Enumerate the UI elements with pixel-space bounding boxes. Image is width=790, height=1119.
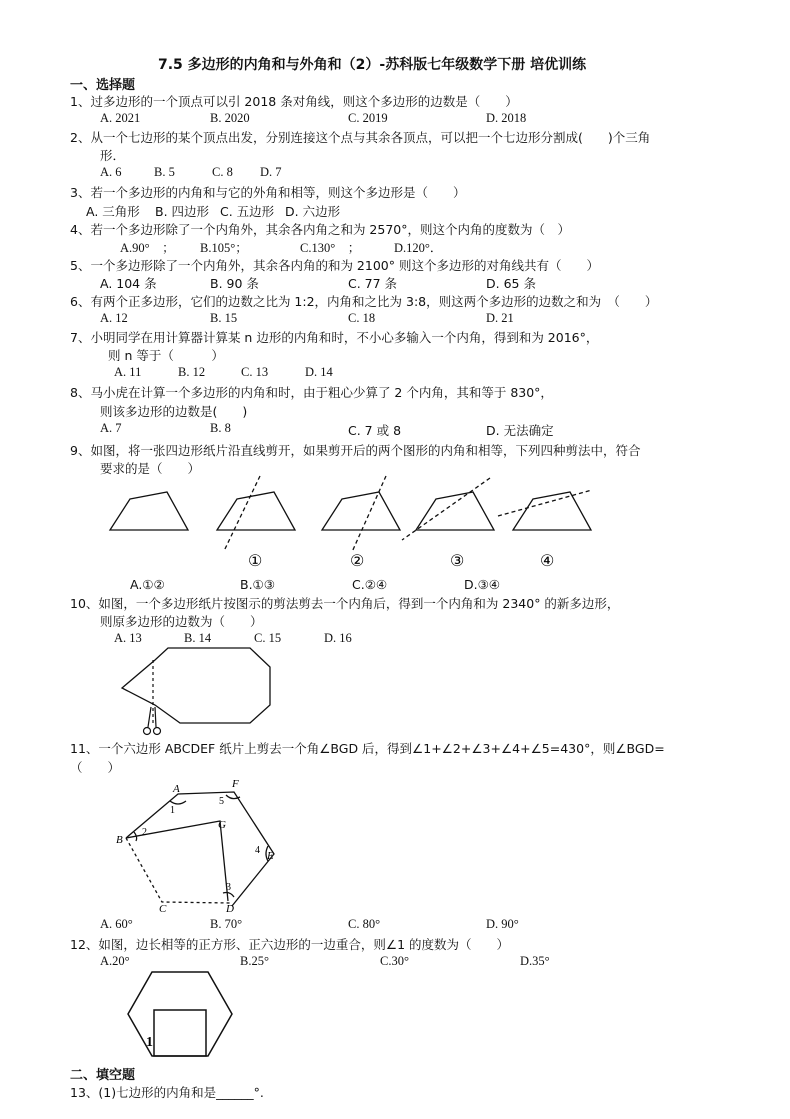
- q11-figure: [112, 775, 292, 915]
- q9-cut-line-2: [352, 476, 386, 552]
- q2-option-a[interactable]: A. 6: [100, 165, 122, 179]
- q3-option-b[interactable]: B. 四边形: [155, 204, 210, 219]
- q11-label-B: B: [116, 834, 123, 846]
- q11-label-C: C: [159, 903, 167, 915]
- q6-option-a[interactable]: A. 12: [100, 311, 128, 325]
- q11-label-E: E: [267, 850, 274, 862]
- q2-option-c[interactable]: C. 8: [212, 165, 233, 179]
- q11-angle-arc-1: [170, 801, 186, 804]
- q12-option-a[interactable]: A.20°: [100, 954, 130, 968]
- q4-option-c[interactable]: C.130° ；: [300, 241, 361, 255]
- q11-option-d[interactable]: D. 90°: [486, 917, 519, 931]
- q9-option-a[interactable]: A.①②: [130, 577, 165, 592]
- q8-option-c[interactable]: C. 7 或 8: [348, 423, 402, 438]
- q4-stem: 4、若一个多边形除了一个内角外，其余各内角之和为 2570°，则这个内角的度数为（ ）: [70, 222, 570, 237]
- q3-option-c[interactable]: C. 五边形: [220, 204, 275, 219]
- q9-option-c[interactable]: C.②④: [352, 577, 388, 592]
- q12-option-c[interactable]: C.30°: [380, 954, 409, 968]
- q7-option-d[interactable]: D. 14: [305, 365, 333, 379]
- q2-stem: 2、从一个七边形的某个顶点出发，分别连接这个点与其余各顶点，可以把一个七边形分割成( )个三角: [70, 130, 651, 145]
- q11-edge-solid: [126, 792, 274, 906]
- q8-stem: 8、马小虎在计算一个多边形的内角和时，由于粗心少算了 2 个内角，其和等于 830°，: [70, 385, 553, 400]
- q11-option-a[interactable]: A. 60°: [100, 917, 133, 931]
- q3-option-d[interactable]: D. 六边形: [285, 204, 341, 219]
- q10-option-d[interactable]: D. 16: [324, 631, 352, 645]
- q12-figure: [124, 970, 236, 1062]
- q5-option-c[interactable]: C. 77 条: [348, 276, 398, 291]
- q11-num-1: 1: [170, 805, 175, 816]
- q9-cut-line-4: [498, 490, 592, 516]
- q2-option-b[interactable]: B. 5: [154, 165, 175, 179]
- q8-option-d[interactable]: D. 无法确定: [486, 423, 554, 438]
- q11-stem: 11、一个六边形 ABCDEF 纸片上剪去一个角∠BGD 后，得到∠1+∠2+∠3+∠4+∠5=430°，则∠BGD=: [70, 741, 665, 756]
- q7-option-c[interactable]: C. 13: [241, 365, 269, 379]
- q12-option-d[interactable]: D.35°: [520, 954, 550, 968]
- section-fill-heading: 二、填空题: [70, 1068, 136, 1083]
- q11-num-5: 5: [219, 796, 224, 807]
- q9-label-2: ②: [350, 553, 365, 570]
- page-title: 7.5 多边形的内角和与外角和（2）-苏科版七年级数学下册 培优训练: [158, 57, 587, 73]
- q11-angle-arc-5: [226, 795, 240, 799]
- q11-edge-dashed: [126, 838, 230, 903]
- q6-option-c[interactable]: C. 18: [348, 311, 376, 325]
- q12-hexagon: [128, 972, 232, 1056]
- q11-num-4: 4: [255, 845, 260, 856]
- q7-stem: 7、小明同学在用计算器计算某 n 边形的内角和时，不小心多输入一个内角，得到和为 2016°，: [70, 330, 599, 345]
- q8-option-b[interactable]: B. 8: [210, 421, 231, 435]
- q9-quad-2: [322, 492, 400, 530]
- q9-cut-line-3: [402, 478, 490, 540]
- section-choice-heading: 一、选择题: [70, 78, 136, 93]
- q12-square: [154, 1010, 206, 1056]
- q1-option-d[interactable]: D. 2018: [486, 111, 527, 125]
- q1-stem: 1、过多边形的一个顶点可以引 2018 条对角线，则这个多边形的边数是（ ）: [70, 94, 518, 109]
- q9-quad-3: [416, 492, 494, 530]
- q1-option-b[interactable]: B. 2020: [210, 111, 250, 125]
- q11-num-3: 3: [226, 882, 231, 893]
- q11-num-2: 2: [142, 827, 147, 838]
- q11-stem-cont: （ ）: [70, 760, 121, 775]
- q9-stem: 9、如图，将一张四边形纸片沿直线剪开，如果剪开后的两个图形的内角和相等，下列四种剪法中，符合: [70, 443, 641, 458]
- q10-option-c[interactable]: C. 15: [254, 631, 282, 645]
- q10-polygon: [122, 648, 270, 723]
- q9-option-b[interactable]: B.①③: [240, 577, 275, 592]
- q10-stem-cont: 则原多边形的边数为（ ）: [100, 614, 263, 629]
- q11-label-G: G: [218, 819, 226, 831]
- q9-figure: [100, 476, 700, 576]
- q11-label-A: A: [173, 783, 180, 795]
- q4-option-a[interactable]: A.90° ；: [120, 241, 175, 255]
- q5-option-a[interactable]: A. 104 条: [100, 276, 157, 291]
- q9-quad-1: [217, 492, 295, 530]
- scissors-icon: [144, 707, 161, 735]
- q12-angle-label: 1: [146, 1035, 153, 1050]
- q2-stem-cont: 形．: [100, 148, 126, 163]
- q12-stem: 12、如图，边长相等的正方形、正六边形的一边重合，则∠1 的度数为（ ）: [70, 937, 510, 952]
- q5-stem: 5、一个多边形除了一个内角外，其余各内角的和为 2100° 则这个多边形的对角线共有（ ）: [70, 258, 599, 273]
- q2-option-d[interactable]: D. 7: [260, 165, 282, 179]
- q7-option-b[interactable]: B. 12: [178, 365, 206, 379]
- q13-stem: 13、(1)七边形的内角和是______°.: [70, 1085, 264, 1100]
- q9-label-1: ①: [248, 553, 263, 570]
- q1-option-a[interactable]: A. 2021: [100, 111, 141, 125]
- q6-stem: 6、有两个正多边形，它们的边数之比为 1:2，内角和之比为 3:8，则这两个多边形的边数之和为 （ ）: [70, 294, 658, 309]
- q7-option-a[interactable]: A. 11: [114, 365, 142, 379]
- q3-option-a[interactable]: A. 三角形: [86, 204, 140, 219]
- q8-option-a[interactable]: A. 7: [100, 421, 122, 435]
- q9-option-d[interactable]: D.③④: [464, 577, 501, 592]
- q4-option-d[interactable]: D.120°．: [394, 241, 443, 255]
- q9-label-3: ③: [450, 553, 465, 570]
- q8-stem-cont: 则该多边形的边数是( ): [100, 404, 248, 419]
- q11-label-F: F: [232, 778, 239, 790]
- q4-option-b[interactable]: B.105°；: [200, 241, 248, 255]
- q10-option-a[interactable]: A. 13: [114, 631, 142, 645]
- q9-stem-cont: 要求的是（ ）: [100, 461, 201, 476]
- q7-stem-cont: 则 n 等于（ ）: [108, 348, 224, 363]
- q5-option-d[interactable]: D. 65 条: [486, 276, 536, 291]
- q11-angle-arc-3: [223, 893, 234, 898]
- q9-quad-4: [513, 492, 591, 530]
- q9-cut-line-1: [224, 476, 260, 551]
- q6-option-d[interactable]: D. 21: [486, 311, 514, 325]
- q11-label-D: D: [226, 903, 234, 915]
- q1-option-c[interactable]: C. 2019: [348, 111, 388, 125]
- q9-label-4: ④: [540, 553, 555, 570]
- q11-option-c[interactable]: C. 80°: [348, 917, 381, 931]
- q10-figure: [120, 645, 290, 737]
- q10-option-b[interactable]: B. 14: [184, 631, 212, 645]
- q3-stem: 3、若一个多边形的内角和与它的外角和相等，则这个多边形是（ ）: [70, 185, 466, 200]
- q11-option-b[interactable]: B. 70°: [210, 917, 243, 931]
- q10-stem: 10、如图，一个多边形纸片按图示的剪法剪去一个内角后，得到一个内角和为 2340° 的新多边形，: [70, 596, 620, 611]
- q5-option-b[interactable]: B. 90 条: [210, 276, 259, 291]
- q9-quad-original: [110, 492, 188, 530]
- q12-option-b[interactable]: B.25°: [240, 954, 269, 968]
- q6-option-b[interactable]: B. 15: [210, 311, 238, 325]
